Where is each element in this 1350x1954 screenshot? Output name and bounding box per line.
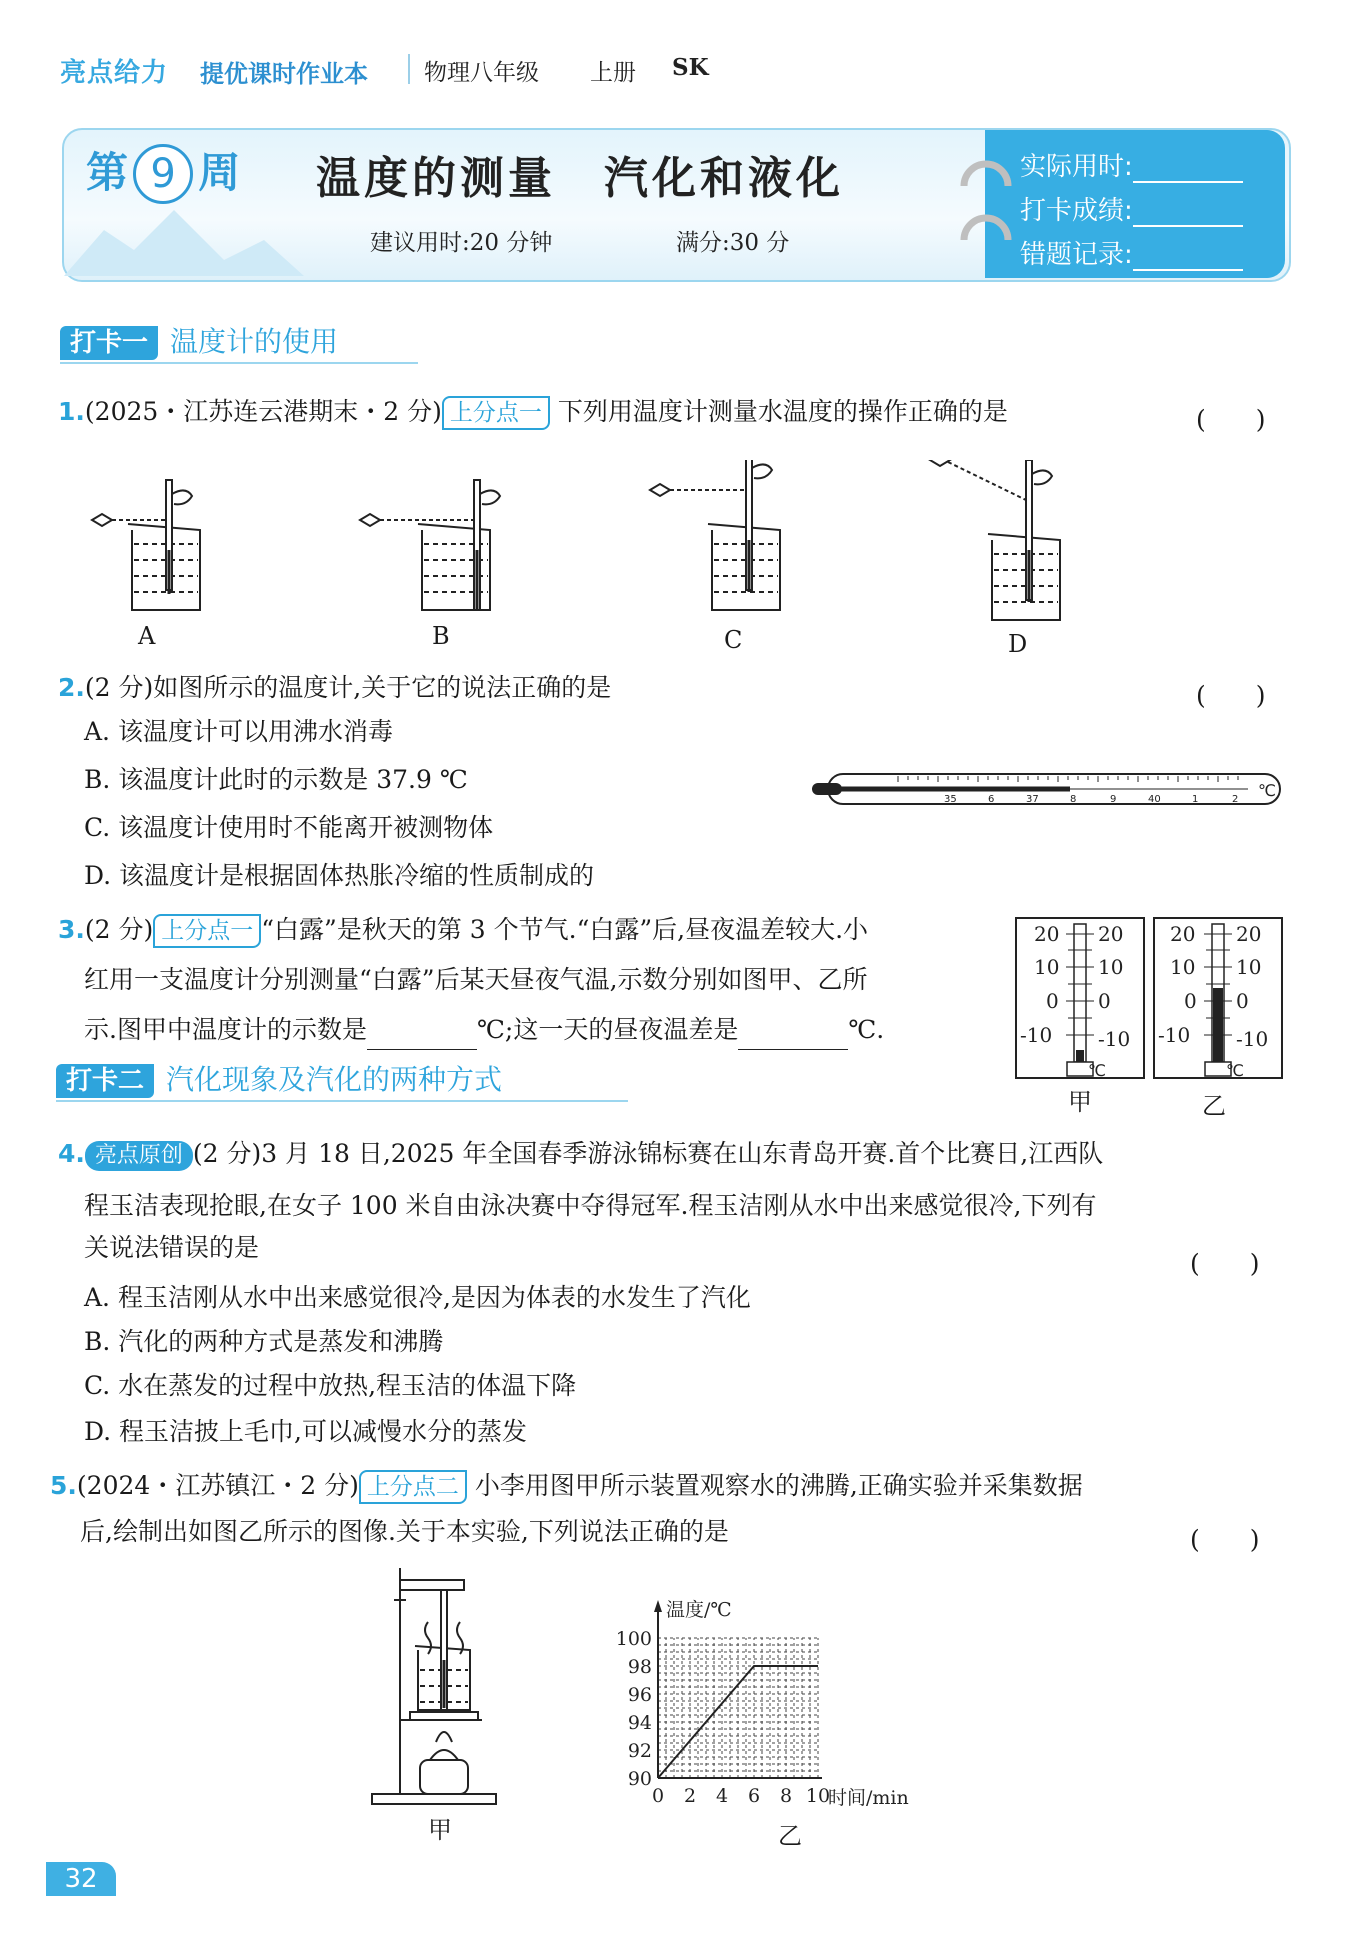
q4-line-2: 程玉洁表现抢眼,在女子 100 米自由泳决赛中夺得冠军.程玉洁刚从水中出来感觉很冷,下列有 (84, 1191, 1097, 1220)
y-axis-label: 温度/℃ (666, 1599, 732, 1621)
book-title: 提优课时作业本 (200, 60, 368, 88)
t1-unit: ℃ (1088, 1061, 1106, 1080)
section-title: 汽化现象及汽化的两种方式 (166, 1063, 503, 1096)
tag-original: 亮点原创 (85, 1141, 193, 1171)
x-tick-label: 6 (747, 1785, 761, 1807)
t1-scale-10-l: 10 (1034, 955, 1060, 979)
figure-label-a: A (138, 622, 156, 650)
suggested-time: 建议用时:20 分钟 (370, 230, 553, 256)
t1-scale-m10-r: -10 (1098, 1027, 1131, 1051)
tag-point-3: 上分点一 (153, 914, 261, 948)
x-tick-label: 10 (805, 1785, 831, 1807)
q4-option-c[interactable]: C. 水在蒸发的过程中放热,程玉洁的体温下降 (84, 1371, 577, 1400)
figure-label-d: D (1008, 630, 1028, 658)
section-header-1 (60, 320, 338, 360)
q3-line-2: 红用一支温度计分别测量“白露”后某天昼夜气温,示数分别如图甲、乙所 (84, 965, 868, 994)
therm-tick-41: 1 (1192, 794, 1199, 805)
actual-time-blank[interactable] (1133, 155, 1243, 183)
x-tick-label: 2 (683, 1785, 697, 1807)
t2-scale-10-r: 10 (1236, 955, 1262, 979)
t1-scale-m10-l: -10 (1020, 1023, 1053, 1047)
week-badge (86, 140, 286, 200)
y-tick-label: 100 (615, 1628, 652, 1650)
therm-tick-40: 40 (1148, 794, 1161, 805)
section-underline (56, 1100, 628, 1102)
question-2: 2.(2 分)如图所示的温度计,关于它的说法正确的是 (58, 673, 612, 702)
question-1: 1.(2025・江苏连云港期末・2 分) 上分点一 下列用温度计测量水温度的操作正确的是 (58, 392, 1008, 432)
t2-scale-20-r: 20 (1236, 922, 1262, 946)
q3-label-jia: 甲 (1068, 1088, 1092, 1116)
q4-option-d[interactable]: D. 程玉洁披上毛巾,可以减慢水分的蒸发 (84, 1417, 527, 1446)
t2-unit: ℃ (1226, 1061, 1244, 1080)
beaker-c (650, 460, 780, 610)
score-blank[interactable] (1133, 199, 1243, 227)
q4-option-a[interactable]: A. 程玉洁刚从水中出来感觉很冷,是因为体表的水发生了汽化 (84, 1283, 751, 1312)
therm-tick-38: 8 (1070, 794, 1077, 805)
therm-tick-35: 35 (944, 794, 957, 805)
q2-option-b[interactable]: B. 该温度计此时的示数是 37.9 ℃ (84, 765, 468, 794)
section-underline (60, 362, 418, 364)
page-number: 32 (46, 1862, 116, 1896)
record-score: 打卡成绩: (1020, 190, 1243, 227)
tag-point-5: 上分点二 (359, 1470, 467, 1504)
full-score: 满分:30 分 (676, 230, 790, 256)
x-tick-label: 8 (779, 1785, 793, 1807)
subject-label: 物理八年级 (424, 60, 539, 86)
section-tag: 打卡二 (56, 1064, 154, 1098)
errors-blank[interactable] (1133, 243, 1243, 271)
header-divider (408, 54, 410, 84)
t2-scale-0-r: 0 (1236, 989, 1249, 1013)
beaker-a (92, 480, 200, 610)
section-title: 温度计的使用 (170, 325, 339, 358)
beaker-figures (80, 460, 1200, 660)
therm-tick-39: 9 (1110, 794, 1117, 805)
t2-scale-m10-r: -10 (1236, 1027, 1269, 1051)
q4-line-3: 关说法错误的是 (84, 1233, 260, 1262)
section-header-2 (56, 1058, 502, 1098)
figure-label-b: B (432, 622, 450, 650)
q5-label-yi: 乙 (778, 1822, 802, 1850)
question-4: 4. 亮点原创 (2 分)3 月 18 日,2025 年全国春季游泳锦标赛在山东青岛开赛.首个比赛日,江西队 (58, 1134, 1103, 1174)
x-tick-label: 0 (651, 1785, 665, 1807)
volume-label: 上册 (590, 60, 636, 86)
t1-scale-10-r: 10 (1098, 955, 1124, 979)
x-tick-label: 4 (715, 1785, 729, 1807)
q3-label-yi: 乙 (1202, 1092, 1226, 1120)
answer-paren-4[interactable]: ( ) (1190, 1249, 1260, 1278)
t1-scale-20-r: 20 (1098, 922, 1124, 946)
t1-scale-0-l: 0 (1046, 989, 1059, 1013)
q3-thermometers (1014, 912, 1294, 1112)
week-number: 9 (133, 144, 193, 204)
week-prefix: 第 (86, 148, 129, 197)
y-axis-arrow (654, 1600, 662, 1612)
answer-paren-5[interactable]: ( ) (1190, 1525, 1260, 1554)
q2-option-d[interactable]: D. 该温度计是根据固体热胀冷缩的性质制成的 (84, 861, 595, 890)
answer-paren-1[interactable]: ( ) (1196, 405, 1266, 434)
y-tick-label: 90 (627, 1768, 652, 1790)
q4-option-b[interactable]: B. 汽化的两种方式是蒸发和沸腾 (84, 1327, 444, 1356)
clinical-thermometer (808, 768, 1286, 810)
question-3: 3.(2 分) 上分点一 “白露”是秋天的第 3 个节气.“白露”后,昼夜温差较大.小 (58, 910, 868, 950)
q2-option-a[interactable]: A. 该温度计可以用沸水消毒 (84, 717, 393, 746)
mountain-decoration (64, 200, 304, 276)
y-tick-label: 96 (627, 1684, 652, 1706)
version-label: SK (672, 54, 709, 81)
t2-scale-20-l: 20 (1170, 922, 1196, 946)
arc-decoration (958, 150, 1014, 260)
beaker-d (930, 460, 1060, 620)
t2-scale-0-l: 0 (1184, 989, 1197, 1013)
beaker-b (360, 480, 500, 610)
q3-blank-1[interactable] (367, 1023, 477, 1050)
therm-tick-42: 2 (1232, 794, 1239, 805)
q2-option-c[interactable]: C. 该温度计使用时不能离开被测物体 (84, 813, 494, 842)
therm-tick-36: 6 (988, 794, 995, 805)
q5-label-jia: 甲 (428, 1816, 452, 1844)
week-suffix: 周 (198, 148, 241, 197)
question-5: 5.(2024・江苏镇江・2 分) 上分点二 小李用图甲所示装置观察水的沸腾,正确实验并采集数据 (50, 1466, 1083, 1506)
t2-scale-10-l: 10 (1170, 955, 1196, 979)
y-tick-label: 92 (627, 1740, 652, 1762)
boiling-apparatus (370, 1560, 510, 1810)
temperature-time-chart (610, 1562, 990, 1822)
x-axis-label: 时间/min (828, 1787, 909, 1809)
therm-tick-37: 37 (1026, 794, 1039, 805)
y-tick-label: 94 (627, 1712, 652, 1734)
figure-label-c: C (724, 626, 743, 654)
record-actual-time: 实际用时: (1020, 146, 1243, 183)
chart-grid (658, 1638, 818, 1778)
t1-scale-20-l: 20 (1034, 922, 1060, 946)
record-errors: 错题记录: (1020, 234, 1243, 271)
q3-blank-2[interactable] (738, 1023, 848, 1050)
t1-scale-0-r: 0 (1098, 989, 1111, 1013)
answer-paren-2[interactable]: ( ) (1196, 681, 1266, 710)
y-tick-label: 98 (627, 1656, 652, 1678)
tag-point-1: 上分点一 (442, 396, 550, 430)
q5-line-2: 后,绘制出如图乙所示的图像.关于本实验,下列说法正确的是 (80, 1517, 729, 1546)
q3-line-3: 示.图甲中温度计的示数是 ℃;这一天的昼夜温差是 ℃. (84, 1010, 884, 1050)
t2-scale-m10-l: -10 (1158, 1023, 1191, 1047)
section-tag: 打卡一 (60, 326, 158, 360)
lesson-title: 温度的测量 汽化和液化 (316, 153, 844, 204)
therm-unit: ℃ (1258, 781, 1276, 800)
brand-logo: 亮点给力 (60, 58, 169, 88)
